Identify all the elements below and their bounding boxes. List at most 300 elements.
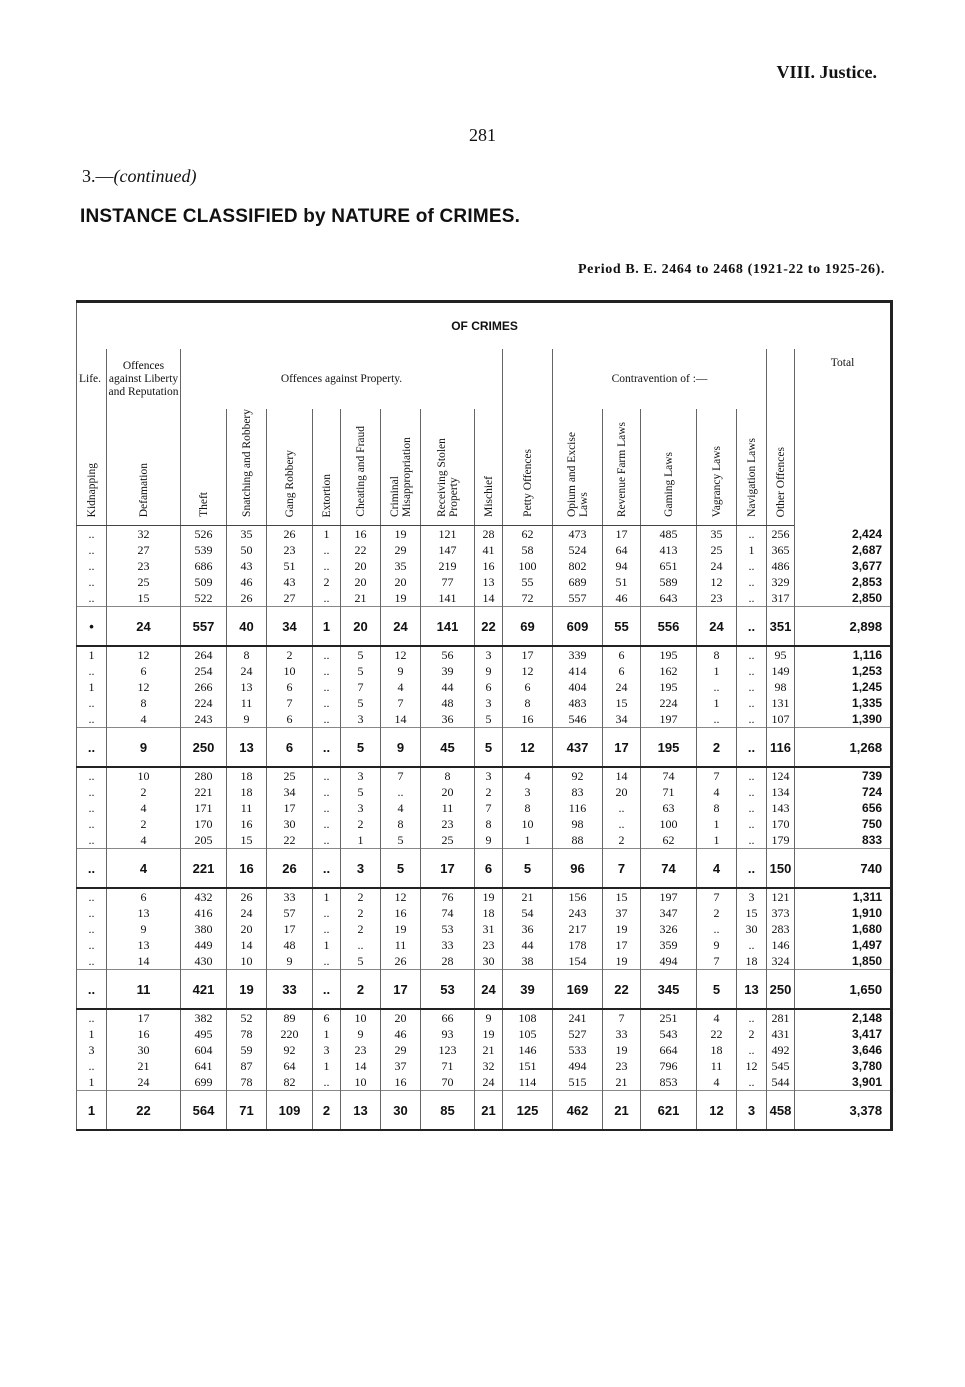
table-cell: 7 [697,953,737,970]
table-cell: .. [737,695,767,711]
table-cell: 545 [767,1058,795,1074]
table-cell: 524 [553,542,603,558]
table-cell: 72 [503,590,553,607]
table-cell: 64 [267,1058,313,1074]
col-header-6 [341,409,381,526]
table-cell: 18 [227,767,267,784]
table-cell: 53 [421,921,475,937]
table-cell: .. [737,800,767,816]
table-cell: 1 [341,832,381,849]
table-cell: .. [737,558,767,574]
table-cell: 526 [181,526,227,543]
col-header-15 [737,409,767,526]
table-total-cell: 109 [267,1091,313,1131]
table-cell: 326 [641,921,697,937]
table-cell: 18 [227,784,267,800]
table-cell: 243 [553,905,603,921]
table-cell: 15 [737,905,767,921]
table-cell: 28 [475,526,503,543]
table-cell: .. [313,590,341,607]
table-cell: 449 [181,937,227,953]
table-row [77,1026,892,1042]
table-cell: 1,116 [795,646,892,663]
table-cell: .. [77,558,107,574]
table-cell: 8 [503,800,553,816]
table-cell: 10 [503,816,553,832]
table-cell: 220 [267,1026,313,1042]
table-total-cell: .. [313,849,341,889]
table-cell: 16 [107,1026,181,1042]
table-cell: 833 [795,832,892,849]
table-total-cell: 7 [603,849,641,889]
table-cell: 1 [503,832,553,849]
table-cell: 3 [341,800,381,816]
table-cell: 26 [267,526,313,543]
table-cell: 6 [107,888,181,905]
table-row [77,888,892,905]
col-header-2 [181,409,227,526]
table-cell: 36 [503,921,553,937]
table-cell: 699 [181,1074,227,1091]
table-cell: 2,853 [795,574,892,590]
table-cell: 7 [697,767,737,784]
col-header-8 [421,409,475,526]
table-cell: 12 [503,663,553,679]
table-cell: 485 [641,526,697,543]
crimes-table [76,300,893,1131]
table-cell: 686 [181,558,227,574]
table-cell: 3,646 [795,1042,892,1058]
table-total-cell: 17 [381,970,421,1010]
table-cell: 30 [475,953,503,970]
table-cell: 8 [697,800,737,816]
table-cell: 8 [475,816,503,832]
table-cell: 23 [697,590,737,607]
table-cell: 16 [381,1074,421,1091]
group-liberty: Offences against Liberty and Reputation [107,349,181,409]
col-header-13 [641,409,697,526]
table-cell: 280 [181,767,227,784]
table-cell: 4 [381,800,421,816]
table-cell: 31 [475,921,503,937]
table-cell: .. [737,937,767,953]
table-cell: 2 [341,921,381,937]
table-cell: 5 [475,711,503,728]
table-cell: 24 [107,1074,181,1091]
table-cell: 2 [603,832,641,849]
table-row [77,784,892,800]
period-label: Period B. E. 2464 to 2468 (1921-22 to 1925-26). [577,262,885,277]
table-cell: 19 [603,921,641,937]
table-total-row [77,849,892,889]
table-cell: 509 [181,574,227,590]
table-cell: 3 [475,767,503,784]
table-cell: 195 [641,646,697,663]
table-cell: 8 [697,646,737,663]
col-header-3 [227,409,267,526]
table-cell: 19 [603,1042,641,1058]
col-header-label: Mischief [482,476,495,517]
table-cell: 63 [641,800,697,816]
table-cell: 78 [227,1074,267,1091]
table-cell: 1,390 [795,711,892,728]
table-cell: 853 [641,1074,697,1091]
table-row [77,526,892,543]
table-total-cell: 169 [553,970,603,1010]
table-cell: 12 [737,1058,767,1074]
table-total-cell: 19 [227,970,267,1010]
table-cell: 143 [767,800,795,816]
table-cell: 3 [503,784,553,800]
table-cell: 2 [341,816,381,832]
table-total-cell: 740 [795,849,892,889]
table-cell: 25 [267,767,313,784]
table-cell: .. [77,800,107,816]
table-cell: 36 [421,711,475,728]
table-cell: 48 [267,937,313,953]
table-cell: 37 [381,1058,421,1074]
table-cell: 1,245 [795,679,892,695]
table-cell: 1 [313,1026,341,1042]
table-cell: 802 [553,558,603,574]
group-life: Life. [77,349,107,409]
table-cell: 7 [697,888,737,905]
table-cell: 7 [603,1009,641,1026]
table-cell: 11 [381,937,421,953]
table-cell: 543 [641,1026,697,1042]
table-cell: 93 [421,1026,475,1042]
table-cell: 10 [267,663,313,679]
table-cell: 13 [107,937,181,953]
table-cell: 46 [381,1026,421,1042]
table-cell: 34 [267,784,313,800]
table-cell: 55 [503,574,553,590]
table-total-cell: 621 [641,1091,697,1131]
table-cell: 9 [475,663,503,679]
table-top-label: OF CRIMES [77,302,892,350]
table-cell: 82 [267,1074,313,1091]
table-cell: 256 [767,526,795,543]
table-cell: 17 [107,1009,181,1026]
table-row [77,646,892,663]
table-cell: 264 [181,646,227,663]
table-cell: .. [697,679,737,695]
col-header-9 [475,409,503,526]
table-row [77,558,892,574]
table-cell: 20 [227,921,267,937]
table-total-cell: 6 [475,849,503,889]
table-cell: 317 [767,590,795,607]
col-header-label: Theft [197,492,210,517]
table-cell: .. [737,679,767,695]
table-cell: 20 [381,1009,421,1026]
table-cell: 11 [697,1058,737,1074]
table-total-cell: .. [737,728,767,768]
col-header-label: Kidnapping [85,462,98,517]
table-total-cell: 26 [267,849,313,889]
table-cell: 9 [381,663,421,679]
table-cell: 5 [341,784,381,800]
table-cell: 149 [767,663,795,679]
table-cell: 4 [107,800,181,816]
table-cell: 35 [381,558,421,574]
table-cell: .. [77,784,107,800]
table-cell: 404 [553,679,603,695]
page-title: INSTANCE CLASSIFIED by NATURE of CRIMES. [80,206,521,227]
col-header-label: Defamation [137,462,150,517]
table-cell: 11 [227,800,267,816]
table-row [77,695,892,711]
table-cell: 6 [503,679,553,695]
table-row [77,590,892,607]
table-cell: 51 [267,558,313,574]
table-cell: 92 [267,1042,313,1058]
table-cell: .. [313,663,341,679]
table-cell: 15 [603,888,641,905]
table-cell: 2,148 [795,1009,892,1026]
table-cell: 14 [381,711,421,728]
table-cell: 1,497 [795,937,892,953]
col-header-11 [553,409,603,526]
table-cell: 1,910 [795,905,892,921]
table-cell: 17 [267,921,313,937]
table-cell: 2 [267,646,313,663]
table-cell: 17 [267,800,313,816]
table-cell: 796 [641,1058,697,1074]
table-cell: .. [737,590,767,607]
table-cell: 25 [697,542,737,558]
table-total-cell: 12 [697,1091,737,1131]
table-cell: 51 [603,574,641,590]
table-total-cell: 9 [107,728,181,768]
table-cell: 1 [77,1026,107,1042]
table-total-cell: 4 [697,849,737,889]
table-cell: 283 [767,921,795,937]
table-total-row [77,1091,892,1131]
table-row [77,663,892,679]
table-cell: 3 [77,1042,107,1058]
table-cell: 123 [421,1042,475,1058]
table-cell: .. [313,542,341,558]
table-cell: 15 [227,832,267,849]
table-cell: 44 [421,679,475,695]
table-cell: 494 [553,1058,603,1074]
table-cell: 29 [381,1042,421,1058]
table-cell: 21 [503,888,553,905]
table-cell: 5 [341,953,381,970]
table-cell: 281 [767,1009,795,1026]
table-total-cell: 13 [341,1091,381,1131]
table-cell: 1 [697,816,737,832]
table-cell: 21 [603,1074,641,1091]
table-cell: 71 [421,1058,475,1074]
table-row [77,1009,892,1026]
table-cell: 22 [267,832,313,849]
table-total-row [77,607,892,647]
col-header-label: Other Offences [774,446,787,517]
table-cell: 1,335 [795,695,892,711]
table-cell: 23 [603,1058,641,1074]
table-cell: 18 [475,905,503,921]
table-row [77,937,892,953]
table-cell: 522 [181,590,227,607]
table-cell: 7 [267,695,313,711]
table-total-cell: 6 [267,728,313,768]
table-cell: 24 [227,663,267,679]
table-cell: 178 [553,937,603,953]
table-cell: 146 [767,937,795,953]
table-total-cell: 24 [697,607,737,647]
table-cell: 34 [603,711,641,728]
table-cell: .. [313,921,341,937]
table-cell: 21 [341,590,381,607]
table-cell: 241 [553,1009,603,1026]
table-cell: 19 [603,953,641,970]
table-cell: 74 [421,905,475,921]
table-cell: .. [737,711,767,728]
table-cell: 12 [381,888,421,905]
table-cell: 71 [641,784,697,800]
table-cell: 1,850 [795,953,892,970]
table-cell: 22 [341,542,381,558]
table-total-cell: 30 [381,1091,421,1131]
table-total-cell: .. [737,607,767,647]
table-cell: 5 [381,832,421,849]
table-cell: 17 [603,937,641,953]
table-cell: .. [313,1074,341,1091]
table-cell: 25 [107,574,181,590]
table-cell: 1 [697,663,737,679]
table-cell: 6 [267,711,313,728]
table-cell: 4 [697,1009,737,1026]
table-cell: 2 [737,1026,767,1042]
table-cell: 1,311 [795,888,892,905]
table-cell: 52 [227,1009,267,1026]
table-cell: 16 [475,558,503,574]
table-cell: 414 [553,663,603,679]
table-cell: 2,424 [795,526,892,543]
table-total-cell: 1 [77,1091,107,1131]
table-row [77,574,892,590]
table-cell: 431 [767,1026,795,1042]
table-cell: 105 [503,1026,553,1042]
continued-label: (continued) [113,166,197,186]
table-cell: 43 [227,558,267,574]
table-cell: .. [77,832,107,849]
table-cell: 254 [181,663,227,679]
table-row [77,1042,892,1058]
table-total-cell: 4 [107,849,181,889]
table-cell: 48 [421,695,475,711]
table-total-cell: 458 [767,1091,795,1131]
table-cell: 2,687 [795,542,892,558]
col-header-0 [77,409,107,526]
table-cell: 2 [313,574,341,590]
col-header-label: Snatching and Robbery [240,409,253,517]
table-cell: 2 [341,888,381,905]
table-cell: 2,850 [795,590,892,607]
table-cell: 739 [795,767,892,784]
table-cell: 339 [553,646,603,663]
col-header-label: Cheating and Fraud [354,426,367,517]
table-cell: 4 [697,1074,737,1091]
table-cell: .. [77,526,107,543]
table-cell: 24 [475,1074,503,1091]
table-row [77,1058,892,1074]
col-header-label: Receiving Stolen Property [435,438,460,517]
table-cell: 19 [381,526,421,543]
table-row [77,711,892,728]
table-cell: 347 [641,905,697,921]
table-cell: 373 [767,905,795,921]
table-cell: 2 [107,784,181,800]
table-total-cell: 24 [381,607,421,647]
table-cell: 483 [553,695,603,711]
table-cell: .. [77,542,107,558]
table-cell: 50 [227,542,267,558]
table-cell: 1 [313,526,341,543]
table-cell: 141 [421,590,475,607]
table-total-cell: 16 [227,849,267,889]
table-cell: 134 [767,784,795,800]
table-cell: .. [737,526,767,543]
table-cell: 35 [697,526,737,543]
table-cell: 30 [267,816,313,832]
table-total-cell: 564 [181,1091,227,1131]
table-total-cell: 609 [553,607,603,647]
table-cell: .. [697,711,737,728]
table-total-cell: 85 [421,1091,475,1131]
table-row [77,800,892,816]
table-cell: 154 [553,953,603,970]
page-number: 281 [469,125,496,145]
table-total-cell: 1,268 [795,728,892,768]
table-cell: 23 [341,1042,381,1058]
table-cell: .. [697,921,737,937]
table-cell: 1,253 [795,663,892,679]
table-cell: 219 [421,558,475,574]
table-cell: 2 [475,784,503,800]
table-cell: 2 [697,905,737,921]
table-cell: 74 [641,767,697,784]
table-cell: 380 [181,921,227,937]
col-header-label: Criminal Misappropriation [388,437,413,517]
table-total-cell: 21 [603,1091,641,1131]
table-total-cell: 2 [697,728,737,768]
col-header-10 [503,409,553,526]
table-cell: 88 [553,832,603,849]
table-cell: 30 [107,1042,181,1058]
table-total-cell: 96 [553,849,603,889]
table-cell: 17 [603,526,641,543]
table-total-cell: 5 [503,849,553,889]
table-cell: 224 [181,695,227,711]
table-row [77,832,892,849]
table-cell: 3 [313,1042,341,1058]
table-total-cell: 351 [767,607,795,647]
table-cell: 539 [181,542,227,558]
table-cell: 197 [641,711,697,728]
table-total-cell: 13 [737,970,767,1010]
table-row [77,679,892,695]
table-total-cell: 53 [421,970,475,1010]
col-header-14 [697,409,737,526]
table-cell: .. [737,816,767,832]
table-total-cell: 9 [381,728,421,768]
table-cell: 1 [697,695,737,711]
table-cell: 8 [227,646,267,663]
table-cell: .. [77,816,107,832]
